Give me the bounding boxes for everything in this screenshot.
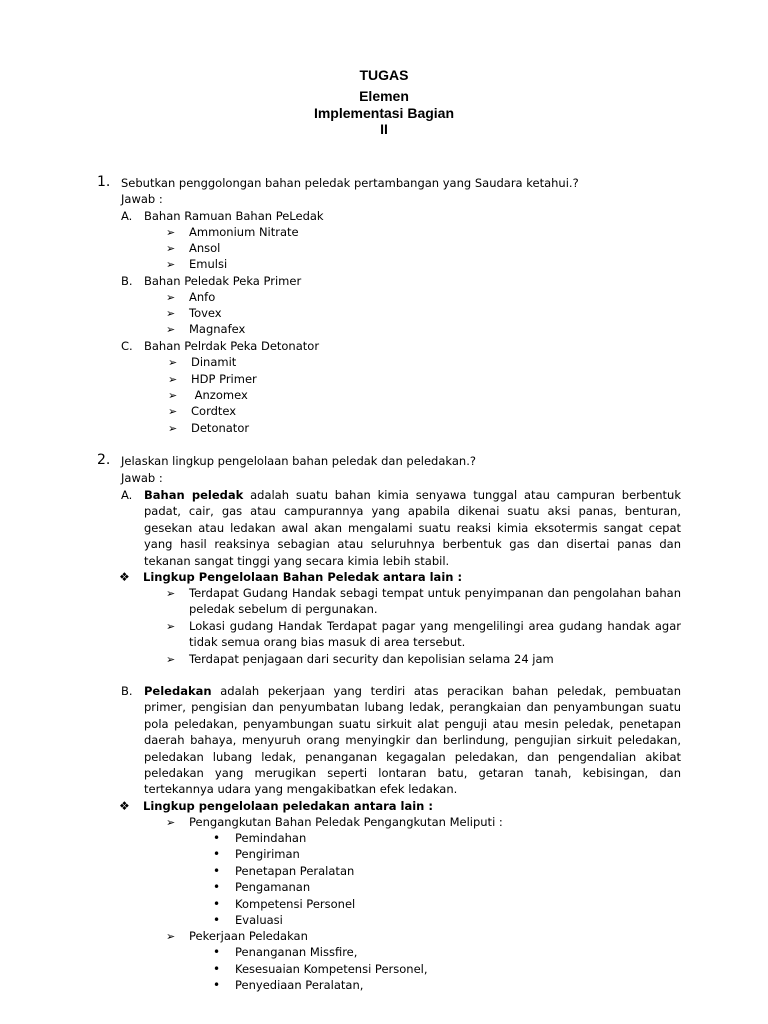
list-item: Anzomex: [191, 388, 248, 402]
bullet-dot-icon: •: [213, 864, 221, 878]
list-item: Dinamit: [191, 355, 237, 369]
part-b-scope-title: Lingkup pengelolaan peledakan antara lain :: [143, 799, 433, 813]
list-item: Magnafex: [189, 322, 246, 336]
part-a-definition: adalah suatu bahan kimia senyawa tunggal atau campuran berbentuk padat, cair, gas atau campurannya yang apabila dikenai suatu aksi panas, benturan, gesekan atau ledakan awal akan mengalami suatu reaksi kimia eksotermis sangat cepat yang hasil reaksinya sebagian atau seluruhnya berbentuk gas dan disertai panas dan tekanan sangat tinggi yang secara kimia lebih stabil.: [144, 488, 682, 568]
arrow-bullet-icon: ➢: [166, 620, 176, 633]
work-item: Penanganan Missfire,: [235, 945, 358, 959]
bullet-dot-icon: •: [213, 978, 221, 992]
work-item: Kesesuaian Kompetensi Personel,: [235, 962, 428, 976]
transport-item: Pengiriman: [235, 847, 300, 861]
bullet-dot-icon: •: [213, 945, 221, 959]
doc-title: TUGAS: [359, 67, 409, 83]
scope-item: Terdapat Gudang Handak sebagi tempat untuk penyimpanan dan pengolahan bahan peledak sebelum di pergunakan.: [189, 586, 681, 617]
arrow-bullet-icon: ➢: [166, 226, 176, 239]
part-b-paragraph: [144, 683, 681, 798]
transport-item: Pemindahan: [235, 831, 307, 845]
question-1-answer-label: Jawab :: [121, 192, 163, 206]
group-c-letter: C.: [121, 339, 133, 353]
part-a-letter: A.: [121, 488, 133, 502]
transport-item: Penetapan Peralatan: [235, 864, 355, 878]
list-item: Anfo: [189, 290, 216, 304]
arrow-bullet-icon: ➢: [166, 258, 176, 271]
list-item: HDP Primer: [191, 372, 257, 386]
part-b-letter: B.: [121, 684, 133, 698]
doc-subtitle-2: Implementasi Bagian: [313, 105, 455, 121]
doc-subtitle-1: Elemen: [359, 88, 409, 104]
scope-item: Lokasi gudang Handak Terdapat pagar yang mengelilingi area gudang handak agar tidak semua orang bias masuk di area tersebut.: [189, 619, 681, 650]
bullet-dot-icon: •: [213, 962, 221, 976]
scope-item: Terdapat penjagaan dari security dan kepolisian selama 24 jam: [189, 652, 554, 666]
bullet-dot-icon: •: [213, 847, 221, 861]
group-a-letter: A.: [121, 209, 133, 223]
bullet-dot-icon: •: [213, 880, 221, 894]
transport-item: Kompetensi Personel: [235, 897, 356, 911]
arrow-bullet-icon: ➢: [166, 653, 176, 666]
arrow-bullet-icon: ➢: [166, 291, 176, 304]
question-1-text: Sebutkan penggolongan bahan peledak pertambangan yang Saudara ketahui.?: [121, 176, 579, 190]
arrow-bullet-icon: ➢: [166, 816, 176, 829]
list-item: Ammonium Nitrate: [189, 225, 299, 239]
arrow-bullet-icon: ➢: [168, 405, 178, 418]
part-a-scope-title: Lingkup Pengelolaan Bahan Peledak antara lain :: [143, 570, 463, 584]
question-2-number: 2.: [97, 452, 111, 468]
work-title: Pekerjaan Peledakan: [189, 929, 308, 943]
work-item: Penyediaan Peralatan,: [235, 978, 364, 992]
transport-item: Pengamanan: [235, 880, 311, 894]
list-item: Tovex: [189, 306, 222, 320]
arrow-bullet-icon: ➢: [166, 587, 176, 600]
part-a-term: Bahan peledak: [144, 488, 244, 502]
bullet-dot-icon: •: [213, 831, 221, 845]
transport-item: Evaluasi: [235, 913, 283, 927]
group-a-title: Bahan Ramuan Bahan PeLedak: [144, 209, 324, 223]
part-b-definition: adalah pekerjaan yang terdiri atas peracikan bahan peledak, pembuatan primer, pengisian dan penyumbatan lubang ledak, perangkaian dan penyambungan suatu pola peledakan, penyambungan suatu sirkuit alat penguji atau mesin peledak, penetapan daerah bahaya, menyuruh orang menyingkir dan berlindung, pengujian sirkuit peledakan, peledakan lubang ledak, penanganan kegagalan peledakan, dan pengendalian akibat peledakan yang merugikan seperti lontaran batu, getaran tanah, kebisingan, dan tertekannya udara yang mengakibatkan efek ledakan.: [144, 684, 681, 797]
arrow-bullet-icon: ➢: [168, 389, 178, 402]
arrow-bullet-icon: ➢: [168, 422, 178, 435]
arrow-bullet-icon: ➢: [166, 307, 176, 320]
part-a-paragraph: [144, 487, 681, 569]
list-item: Cordtex: [191, 404, 237, 418]
part-b-term: Peledakan: [144, 684, 212, 698]
arrow-bullet-icon: ➢: [166, 242, 176, 255]
arrow-bullet-icon: ➢: [166, 930, 176, 943]
diamond-bullet-icon: ❖: [119, 570, 130, 584]
bullet-dot-icon: •: [213, 897, 221, 911]
question-2-answer-label: Jawab :: [121, 471, 163, 485]
group-b-title: Bahan Peledak Peka Primer: [144, 274, 302, 288]
arrow-bullet-icon: ➢: [166, 323, 176, 336]
transport-title: Pengangkutan Bahan Peledak Pengangkutan Meliputi :: [189, 815, 503, 829]
arrow-bullet-icon: ➢: [168, 373, 178, 386]
doc-subtitle-3: II: [380, 121, 388, 137]
diamond-bullet-icon: ❖: [119, 799, 130, 813]
question-2-text: Jelaskan lingkup pengelolaan bahan peledak dan peledakan.?: [121, 454, 476, 468]
group-c-title: Bahan Pelrdak Peka Detonator: [144, 339, 320, 353]
list-item: Detonator: [191, 421, 250, 435]
group-b-letter: B.: [121, 274, 133, 288]
bullet-dot-icon: •: [213, 913, 221, 927]
question-1-number: 1.: [97, 174, 111, 190]
arrow-bullet-icon: ➢: [168, 356, 178, 369]
list-item: Emulsi: [189, 257, 228, 271]
list-item: Ansol: [189, 241, 221, 255]
